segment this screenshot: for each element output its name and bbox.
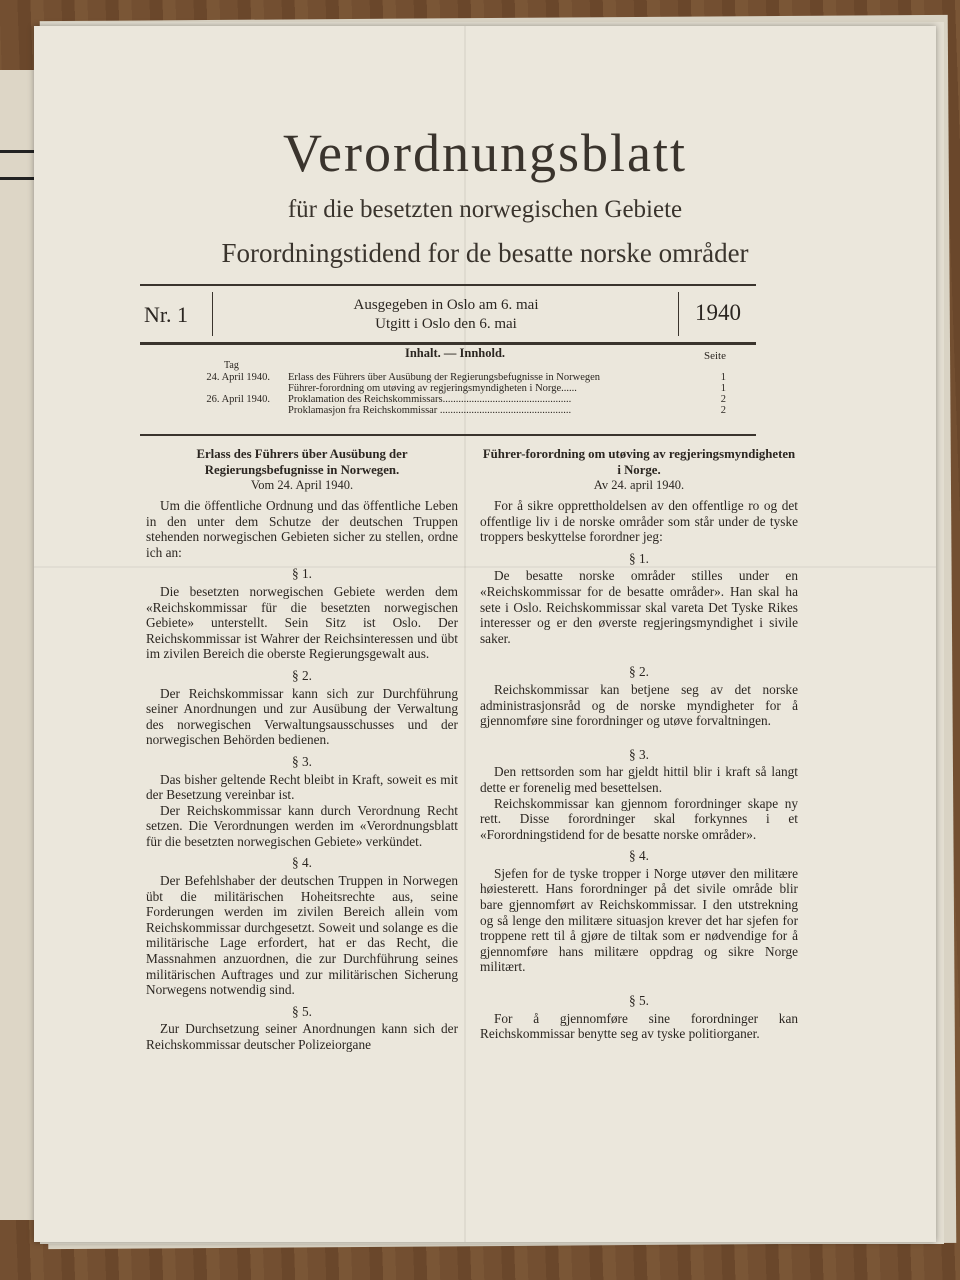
toc-entry-text: Proklamasjon fra Reichskommissar .................................................. [288, 405, 572, 416]
issued-german: Ausgegeben in Oslo am 6. mai [353, 297, 539, 313]
norwegian-section-3b: Reichskommissar kan gjennom forordninger skape ny rett. Disse forordninger skal forkynnes i et «Forordningstidend for de besatte norske områder». [480, 795, 798, 842]
binder-mark [0, 150, 37, 180]
issue-date-block [214, 296, 678, 334]
section-label: § 5. [292, 1003, 312, 1019]
issue-year: 1940 [695, 300, 741, 325]
subtitle-norwegian: Forordningstidend for de besatte norske områder [221, 238, 749, 268]
issued-norwegian: Utgitt i Oslo den 6. mai [375, 316, 517, 332]
section-rule [140, 434, 756, 436]
norwegian-decree-heading: Führer-forordning om utøving av regjeringsmyndigheten i Norge. [482, 447, 796, 477]
german-section-3b: Der Reichskommissar kann durch Verordnung Recht setzen. Die Verordnungen werden im «Verordnungsblatt für die besetzten norwegischen Gebiete» verkündet. [146, 802, 458, 849]
german-section-3a: Das bisher geltende Recht bleibt in Kraft, soweit es mit der Besetzung vereinbar ist. [146, 771, 458, 803]
norwegian-section-3a: Den rettsorden som har gjeldt hittil blir i kraft så langt dette er forenelig med besettelsen. [480, 764, 798, 795]
toc-title: Inhalt. — Innhold. [404, 346, 506, 360]
norwegian-section-2: Reichskommissar kan betjene seg av det norske administrasjonsråd og de norske myndigheter for å gjennomføre sine forordninger og utøve forvaltningen. [480, 681, 798, 729]
norwegian-section-1: De besatte norske områder stilles under en «Reichskommissar for de besatte områder». Han skal ha sete i Oslo. Reichskommissar skal vareta Det Tyske Rikes interesser og er den øverste regjeringsmyndighet i sivile saker. [480, 568, 798, 646]
section-label: § 3. [629, 746, 649, 762]
gazette-title: Verordnungsblatt [283, 123, 687, 183]
toc-entry-text: Erlass des Führers über Ausübung der Regierungsbefugnisse in Norwegen [288, 372, 601, 383]
norwegian-intro: For å sikre opprettholdelsen av den offentlige ro og det offentlige liv i de norske områder som står under de tyske troppers beskyttelse forordner jeg: [480, 498, 798, 545]
toc-entry-page: 2 [720, 405, 726, 416]
norwegian-decree-date: Av 24. april 1940. [593, 478, 685, 492]
norwegian-section-4: Sjefen for de tyske tropper i Norge utøver den militære høiesterett. Hans forordninger på det sivile område blir bare gjennomført av Reichskommissar. I den utstrekning og så lenge den militære situasjon krever det har sjefen for troppene rett til å gjøre de tiltak som er nødvendige for å gjennomføre hans militære oppdrag og sikre Norge militært. [480, 865, 798, 975]
section-label: § 3. [292, 753, 312, 769]
section-label: § 4. [629, 848, 649, 864]
toc-entry-date: 26. April 1940. [206, 394, 270, 405]
toc-entry-page: 1 [720, 372, 726, 383]
section-label: § 1. [629, 550, 649, 566]
german-section-5: Zur Durchsetzung seiner Anordnungen kann sich der Reichskommissar deutscher Polizeiorgane [146, 1021, 458, 1052]
toc-entry [184, 372, 726, 383]
section-label: § 2. [629, 664, 649, 680]
toc-page-label: Seite [704, 350, 726, 362]
issue-bar [140, 284, 756, 345]
toc-entry-text: Proklamation des Reichskommissars................................................. [288, 394, 572, 405]
issue-divider [212, 292, 213, 336]
issue-number: Nr. 1 [144, 302, 188, 327]
toc-entry [184, 383, 726, 394]
german-decree-date: Vom 24. April 1940. [250, 478, 354, 492]
norwegian-decree-column [480, 440, 798, 1042]
german-section-4: Der Befehlshaber der deutschen Truppen in Norwegen übt die militärischen Hoheitsrechte aus, seine Forderungen werden im zivilen Bereich allein vom Reichskommissar durchgesetzt. Soweit und solange es die militärische Lage erfordert, hat er das Recht, die Massnahmen anzuordnen, die zur Durchführung seines militärischen Auftrages und zur militärischen Sicherung Norwegens notwendig sind. [146, 873, 458, 998]
toc-entry [184, 394, 726, 405]
section-label: § 1. [292, 566, 312, 582]
toc-entry-text: Führer-forordning om utøving av regjeringsmyndigheten i Norge...... [288, 383, 577, 394]
german-section-1: Die besetzten norwegischen Gebiete werden dem «Reichskommissar für die besetzten norwegischen Gebiete» unterstellt. Sein Sitz ist Oslo. Der Reichskommissar ist Wahrer der Reichsinteressen und übt im zivilen Bereich die oberste Regierungsgewalt aus. [146, 583, 458, 662]
toc-day-label: Tag [224, 360, 239, 371]
toc-entry-page: 1 [720, 383, 726, 394]
toc-entry-date: 24. April 1940. [206, 372, 270, 383]
subtitle-german: für die besetzten norwegischen Gebiete [287, 196, 683, 223]
german-section-2: Der Reichskommissar kann sich zur Durchführung seiner Anordnungen und zur Ausübung der Verwaltung des norwegischen Verwaltungsausschusses und der norwegischen Behörden bedienen. [146, 685, 458, 748]
section-label: § 5. [629, 993, 649, 1009]
toc-entry-page: 2 [720, 394, 726, 405]
section-label: § 4. [292, 855, 312, 871]
german-decree-heading: Erlass des Führers über Ausübung der Regierungsbefugnisse in Norwegen. [196, 447, 408, 477]
gazette-page [34, 26, 936, 1242]
norwegian-section-5: For å gjennomføre sine forordninger kan Reichskommissar benytte seg av tyske politiorganer. [480, 1010, 798, 1042]
toc-entry [184, 405, 726, 416]
issue-divider [678, 292, 679, 336]
section-label: § 2. [292, 667, 312, 683]
german-intro: Um die öffentliche Ordnung und das öffentliche Leben in den unter dem Schutze der deutschen Truppen stehenden norwegischen Gebieten sicher zu stellen, ordne ich an: [146, 498, 458, 560]
german-decree-column [146, 440, 458, 1053]
